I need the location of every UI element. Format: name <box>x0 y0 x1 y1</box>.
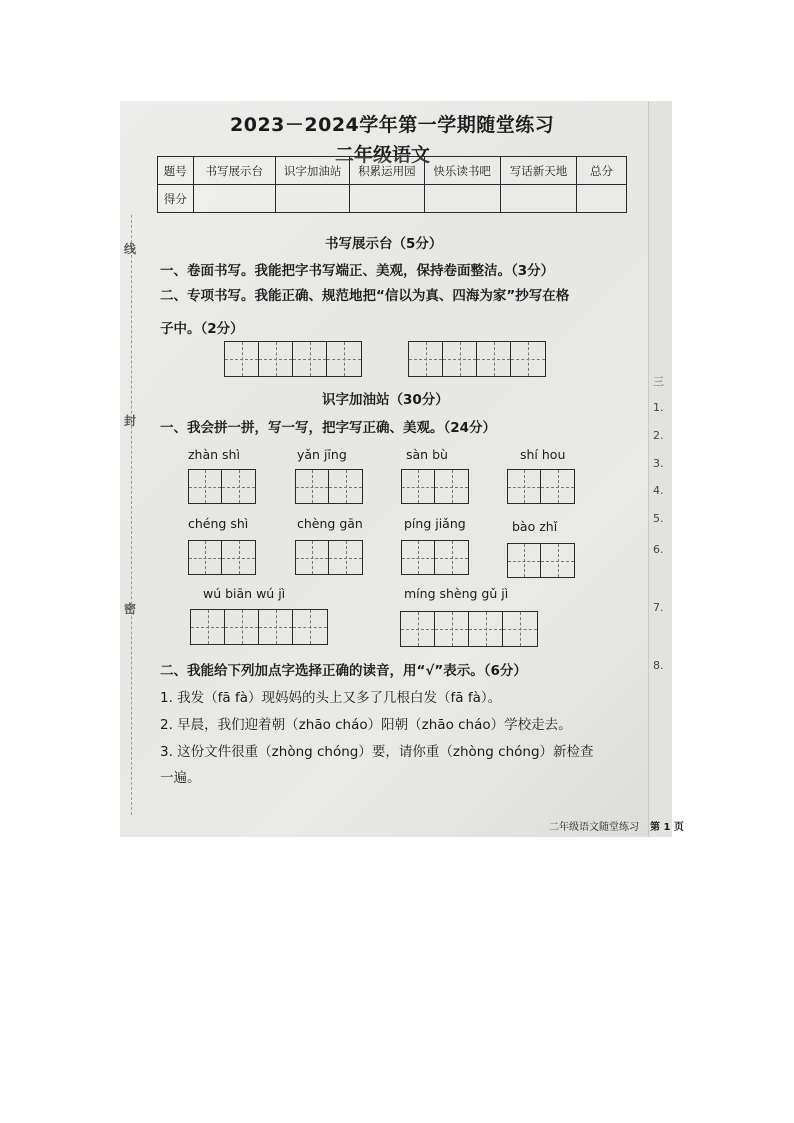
copy-grid-left[interactable] <box>224 341 362 377</box>
pinyin-label: bào zhǐ <box>512 519 558 534</box>
right-margin-text: 4. <box>653 484 664 497</box>
pinyin-label: zhàn shì <box>188 447 240 462</box>
footer-label: 二年级语文随堂练习 <box>549 822 639 833</box>
question-text: 二、我能给下列加点字选择正确的读音，用“√”表示。（6分） <box>160 663 527 679</box>
writing-cell[interactable] <box>225 610 259 644</box>
writing-cell[interactable] <box>189 470 222 503</box>
question-text: 一、卷面书写。我能把字书写端正、美观，保持卷面整洁。（3分） <box>160 263 555 279</box>
right-margin-text: 1. <box>653 401 664 414</box>
answer-grid[interactable] <box>401 469 469 504</box>
right-margin-text: 8. <box>653 659 664 672</box>
exam-title: 2023－2024学年第一学期随堂练习 <box>230 114 555 136</box>
binding-mark: 线 <box>124 242 137 256</box>
writing-cell[interactable] <box>296 541 329 574</box>
score-header-cell: 积累运用园 <box>350 157 424 185</box>
answer-grid[interactable] <box>188 540 256 575</box>
writing-cell[interactable] <box>189 541 222 574</box>
writing-cell[interactable] <box>191 610 225 644</box>
pinyin-label: píng jiǎng <box>404 516 466 531</box>
answer-grid[interactable] <box>400 611 538 647</box>
right-margin-text: 7. <box>653 601 664 614</box>
answer-grid[interactable] <box>188 469 256 504</box>
score-cell[interactable] <box>424 185 500 213</box>
score-header-cell: 题号 <box>158 157 194 185</box>
right-margin-text: 3. <box>653 457 664 470</box>
writing-cell[interactable] <box>508 544 541 577</box>
answer-grid[interactable] <box>507 469 575 504</box>
right-margin-text: 6. <box>653 543 664 556</box>
score-header-cell: 书写展示台 <box>193 157 275 185</box>
writing-cell[interactable] <box>508 470 541 503</box>
writing-cell[interactable] <box>402 470 435 503</box>
copy-grid-right[interactable] <box>408 341 546 377</box>
writing-cell[interactable] <box>259 610 293 644</box>
footer-page: 第 1 页 <box>650 822 684 833</box>
writing-cell[interactable] <box>443 342 477 376</box>
writing-cell[interactable] <box>435 612 469 646</box>
writing-cell[interactable] <box>402 541 435 574</box>
writing-cell[interactable] <box>222 470 255 503</box>
writing-cell[interactable] <box>329 541 362 574</box>
pinyin-label: wú biān wú jì <box>203 586 286 601</box>
writing-cell[interactable] <box>296 470 329 503</box>
score-header-cell: 总分 <box>577 157 627 185</box>
binding-mark: 密 <box>124 602 137 616</box>
answer-grid[interactable] <box>295 469 363 504</box>
score-header-cell: 快乐读书吧 <box>424 157 500 185</box>
exam-subtitle: 二年级语文 <box>335 144 431 166</box>
score-cell[interactable] <box>577 185 627 213</box>
section-heading-literacy: 识字加油站（30分） <box>322 392 449 408</box>
writing-cell[interactable] <box>541 544 574 577</box>
writing-cell[interactable] <box>293 610 327 644</box>
writing-cell[interactable] <box>511 342 545 376</box>
score-cell[interactable] <box>500 185 576 213</box>
reading-item: 一遍。 <box>160 770 201 786</box>
score-header-cell: 写话新天地 <box>500 157 576 185</box>
writing-cell[interactable] <box>469 612 503 646</box>
reading-item: 1. 我发（fā fà）现妈妈的头上又多了几根白发（fā fà）。 <box>160 690 502 706</box>
answer-grid[interactable] <box>507 543 575 578</box>
writing-cell[interactable] <box>435 541 468 574</box>
binding-line <box>131 215 132 815</box>
question-text: 一、我会拼一拼，写一写，把字写正确、美观。（24分） <box>160 420 497 436</box>
writing-cell[interactable] <box>329 470 362 503</box>
question-text: 二、专项书写。我能正确、规范地把“信以为真、四海为家”抄写在格 <box>160 288 570 304</box>
score-table <box>157 156 627 213</box>
score-row-label: 得分 <box>158 185 194 213</box>
pinyin-label: shí hou <box>520 447 566 462</box>
score-cell[interactable] <box>275 185 349 213</box>
reading-item: 2. 早晨，我们迎着朝（zhāo cháo）阳朝（zhāo cháo）学校走去。 <box>160 717 572 733</box>
writing-cell[interactable] <box>293 342 327 376</box>
next-page-edge <box>648 101 672 837</box>
question-text: 子中。（2分） <box>160 321 244 337</box>
reading-item: 3. 这份文件很重（zhòng chóng）要，请你重（zhòng chóng）新检查 <box>160 744 594 760</box>
writing-cell[interactable] <box>503 612 537 646</box>
section-heading-writing: 书写展示台（5分） <box>325 236 443 252</box>
writing-cell[interactable] <box>259 342 293 376</box>
right-margin-text: 2. <box>653 429 664 442</box>
score-cell[interactable] <box>193 185 275 213</box>
binding-mark: 封 <box>124 414 137 428</box>
pinyin-label: míng shèng gǔ jì <box>404 586 509 601</box>
writing-cell[interactable] <box>541 470 574 503</box>
writing-cell[interactable] <box>477 342 511 376</box>
right-margin-text: 三 <box>653 375 664 388</box>
writing-cell[interactable] <box>401 612 435 646</box>
writing-cell[interactable] <box>409 342 443 376</box>
answer-grid[interactable] <box>401 540 469 575</box>
answer-grid[interactable] <box>190 609 328 645</box>
pinyin-label: chéng shì <box>188 516 249 531</box>
score-cell[interactable] <box>350 185 424 213</box>
writing-cell[interactable] <box>225 342 259 376</box>
writing-cell[interactable] <box>327 342 361 376</box>
writing-cell[interactable] <box>435 470 468 503</box>
answer-grid[interactable] <box>295 540 363 575</box>
pinyin-label: chèng gān <box>297 516 363 531</box>
pinyin-label: sàn bù <box>406 447 448 462</box>
score-header-cell: 识字加油站 <box>275 157 349 185</box>
right-margin-text: 5. <box>653 512 664 525</box>
writing-cell[interactable] <box>222 541 255 574</box>
pinyin-label: yǎn jīng <box>297 447 347 462</box>
